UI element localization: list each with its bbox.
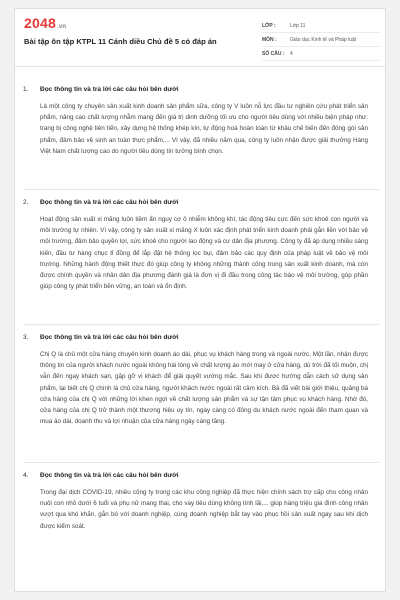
question-body: Là một công ty chuyên sản xuất kinh doanh sản phẩm sữa, công ty V luôn nỗ lực đầu tư nghiên cứu phát triển sản phẩm, nâng cao chất lượng nhằm mang đến giá trị dinh dưỡng tối ưu cho người tiêu dùng với nhiều biện pháp như: trang bị công nghệ tiên tiến, xây dựng hệ thống khép kín, tự động hoá hoàn toàn từ khâu chế biến đến đóng gói sản phẩm, đảm bảo vệ sinh an toàn thực phẩm,... Vì vậy, đã nhiều năm qua, công ty luôn nhận được giải thưởng Hàng Việt Nam chất lượng cao do người tiêu dùng tín tưởng bình chọn. [40, 103, 368, 155]
question-heading: Đọc thông tin và trả lời các câu hỏi bên dưới [40, 86, 179, 93]
meta-grade-row [262, 19, 380, 33]
question-divider [23, 462, 379, 463]
meta-count-row [262, 47, 380, 61]
question-number: 2. [23, 199, 29, 206]
document-title: Bài tập ôn tập KTPL 11 Cánh diều Chủ đề 5 có đáp án [24, 37, 217, 46]
meta-subject-row [262, 33, 380, 47]
question-divider [23, 324, 379, 325]
question-number: 4. [23, 472, 29, 479]
question-heading: Đọc thông tin và trả lời các câu hỏi bên dưới [40, 199, 179, 206]
document-meta [262, 19, 380, 61]
meta-count-label: SỐ CÂU : [262, 50, 285, 57]
question-body: Trong đại dịch COVID-19, nhiều công ty trong các khu công nghiệp đã thực hiện chính sách trợ cấp cho công nhân nuôi con nhỏ dưới 6 tuổi và phụ nữ mang thai, cho vay tiêu dùng không tính lãi,... giúp hàng triệu gia đình công nhân vượt qua khó khăn, gắn bó với doanh nghiệp, cùng doanh nghiệp bắt tay vào phục hồi sản xuất ngay sau khi dịch được kiểm soát. [40, 489, 368, 530]
meta-subject-value: Giáo dục Kinh tế và Pháp luật [290, 36, 357, 43]
meta-grade-value: Lớp 11 [290, 22, 306, 29]
meta-subject-label: MÔN : [262, 36, 277, 43]
question-number: 1. [23, 86, 29, 93]
question-divider [23, 189, 379, 190]
site-logo[interactable]: 2048.vn [24, 15, 67, 31]
question-body: Chị Q là chủ một cửa hàng chuyên kinh doanh áo dài, phục vụ khách hàng trong và ngoài nước. Một lần, nhận được thông tin của người khách nước ngoài không hài lòng về chất lượng áo mới may ở cửa hàng, dù trời đã tối muộn, chị vẫn đến ngay khách sạn, gặp gỡ vị khách để giải quyết vướng mắc. Sau khi được hướng dẫn cách sử dụng sản phẩm, lại biết chị Q chính là chủ cửa hàng, người khách nước ngoài rất cảm kích. Bà đã viết bài giới thiệu, quảng bá cửa hàng của chị Q với những lời khen ngợi về chất lượng sản phẩm và sự tận tâm phục vụ khách hàng. Nhờ đó, cửa hàng của chị Q trở thành một thương hiệu uy tín, ngày càng có đông du khách nước ngoài đến tham quan và mua áo dài, doanh thu và lợi nhuận của cửa hàng ngày càng tăng. [40, 351, 368, 426]
document-page [14, 8, 386, 592]
question-number: 3. [23, 334, 29, 341]
meta-count-value: 4 [290, 50, 293, 57]
question-body: Hoạt động sản xuất xi măng luôn tiềm ẩn nguy cơ ô nhiễm không khí, tác động tiêu cực đến sức khoẻ con người và môi trường tự nhiên. Vì vậy, công ty sản xuất xi măng X luôn xác định phát triển kinh doanh phải gắn liền với bảo vệ môi trường, đảm bảo quyền lợi, sức khoẻ cho người lao động và cư dân địa phương. Công ty đã áp dụng nhiều sáng kiến, đầu tư hàng chục tỉ đồng để lắp đặt hệ thống lọc bụi, đảm bảo các quy định của pháp luật về bảo vệ môi trường. Những hành động thiết thực đó giúp công ty không những thành công trong sản xuất kinh doanh, mà còn được chính quyền và nhân dân địa phương đánh giá là đơn vị đi đầu trong công tác bảo vệ môi trường, góp phần giúp công ty phát triển bền vững, an toàn và ổn định. [40, 216, 368, 291]
meta-grade-label: LỚP : [262, 22, 276, 29]
question-heading: Đọc thông tin và trả lời các câu hỏi bên dưới [40, 472, 179, 479]
question-heading: Đọc thông tin và trả lời các câu hỏi bên dưới [40, 334, 179, 341]
document-header [15, 9, 385, 67]
